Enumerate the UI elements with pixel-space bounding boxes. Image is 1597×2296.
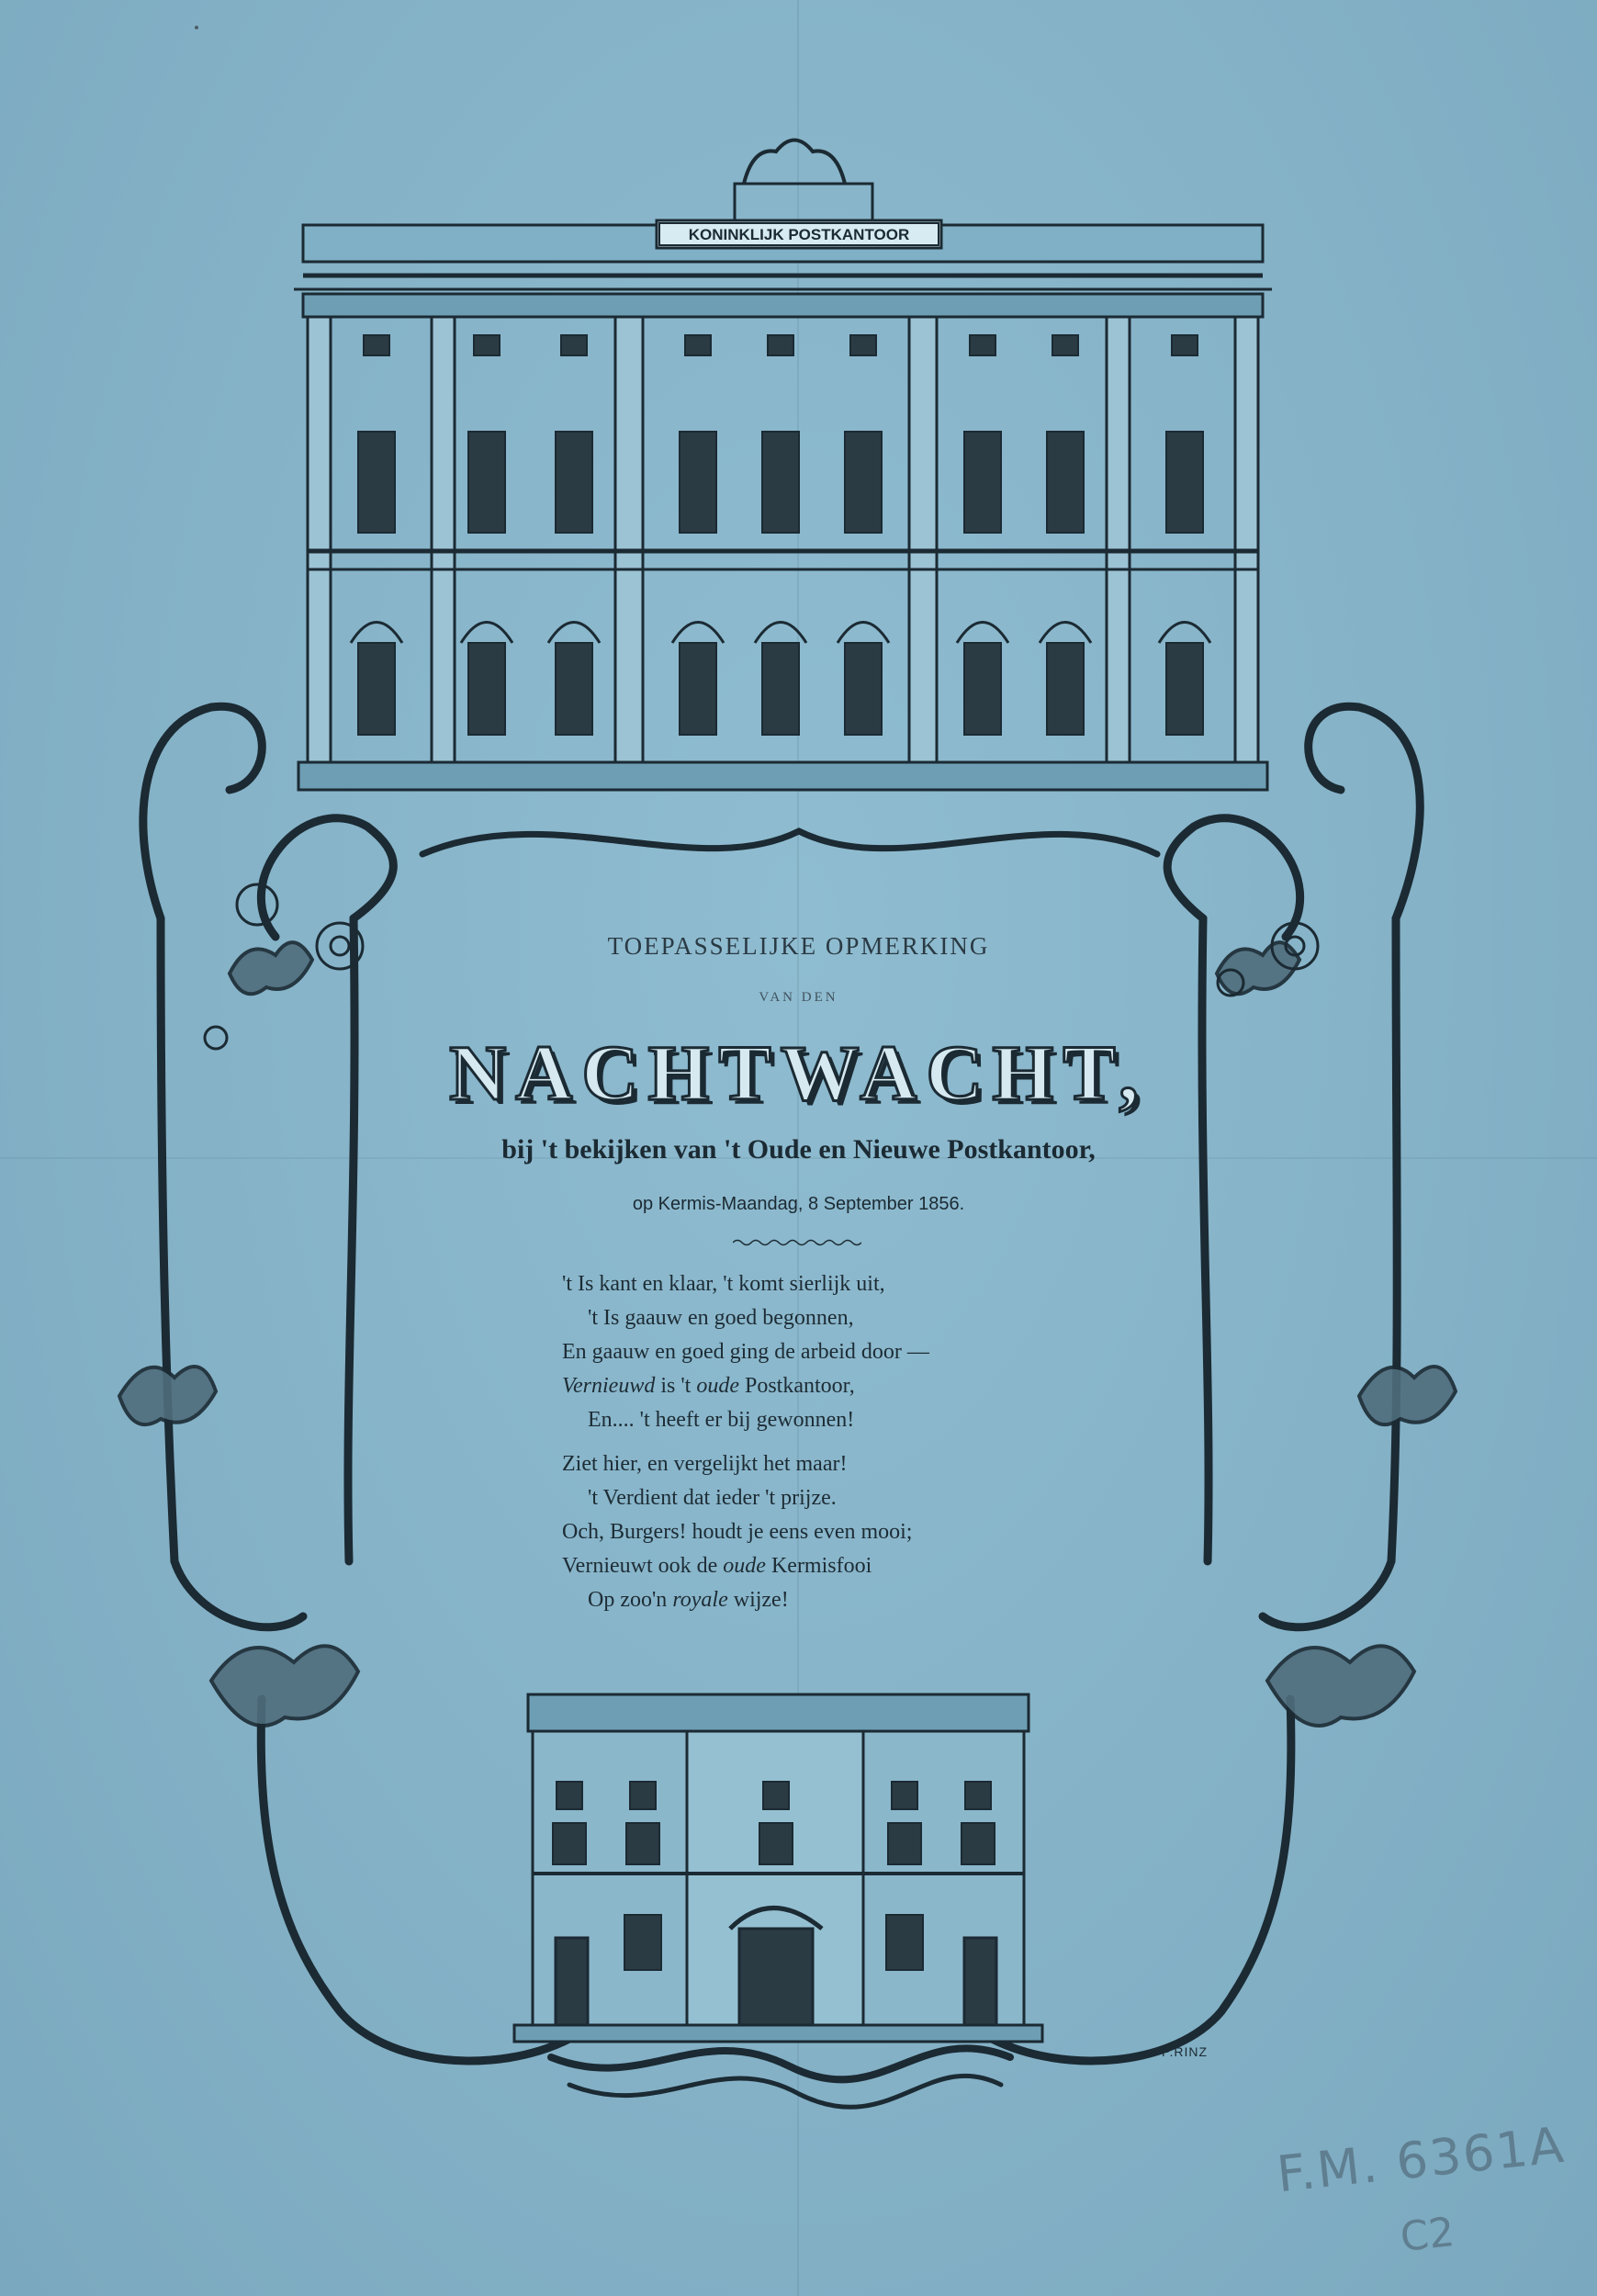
heading-line-1: TOEPASSELIJKE OPMERKING [607,932,990,960]
heading-line-2: VAN DEN [759,990,838,1005]
poem-stanza-2 [562,1447,1076,1617]
poem-emphasis: royale [672,1588,728,1612]
window [962,1823,995,1864]
wavy-divider [733,1238,861,1247]
poem-line [562,1369,1076,1403]
window [759,1823,793,1864]
poem-fragment: Postkantoor, [738,1374,855,1398]
window [886,1915,923,1970]
poem-emphasis: oude [696,1374,739,1398]
poem-fragment: Vernieuwt ook de [562,1554,724,1578]
poem-line: 't Verdient dat ieder 't prijze. [588,1486,837,1510]
window [763,1782,789,1809]
poem-line: Ziet hier, en vergelijkt het maar! [562,1452,848,1476]
poem-line [562,1583,1076,1617]
poem-line: 't Is kant en klaar, 't komt sierlijk uit, [562,1272,885,1296]
pencil-shelfmark-2: C2 [1398,2209,1457,2261]
poem-line: Och, Burgers! houdt je eens even mooi; [562,1520,913,1544]
window [892,1782,917,1809]
paper-speck [195,26,198,29]
window [624,1915,661,1970]
pencil-shelfmark: F.M. 6361A [1274,2115,1569,2204]
poem-fragment: wijze! [727,1588,789,1612]
poem-fragment: is 't [655,1374,697,1398]
poem-stanza-1 [562,1267,1076,1437]
subtitle: bij 't bekijken van 't Oude en Nieuwe Postkantoor, [501,1134,1096,1165]
window [630,1782,656,1809]
window [965,1782,991,1809]
window [553,1823,586,1864]
poem-fragment: Kermisfooi [765,1554,872,1578]
poem-line [562,1549,1076,1583]
artist-signature: P.RINZ [1162,2044,1209,2059]
poem-line: En.... 't heeft er bij gewonnen! [588,1408,855,1432]
poem-fragment: Op zoo'n [588,1588,673,1612]
window [888,1823,921,1864]
poem-line: 't Is gaauw en goed begonnen, [588,1306,854,1330]
window [557,1782,582,1809]
poem-emphasis: Vernieuwd [562,1374,656,1398]
poem-line: En gaauw en goed ging de arbeid door — [562,1340,929,1364]
date-line: op Kermis-Maandag, 8 September 1856. [632,1194,965,1214]
main-title: NACHTWACHT, [449,1029,1148,1117]
poem-emphasis: oude [723,1554,766,1578]
window [626,1823,659,1864]
building-sign-text: KONINKLIJK POSTKANTOOR [688,226,910,243]
